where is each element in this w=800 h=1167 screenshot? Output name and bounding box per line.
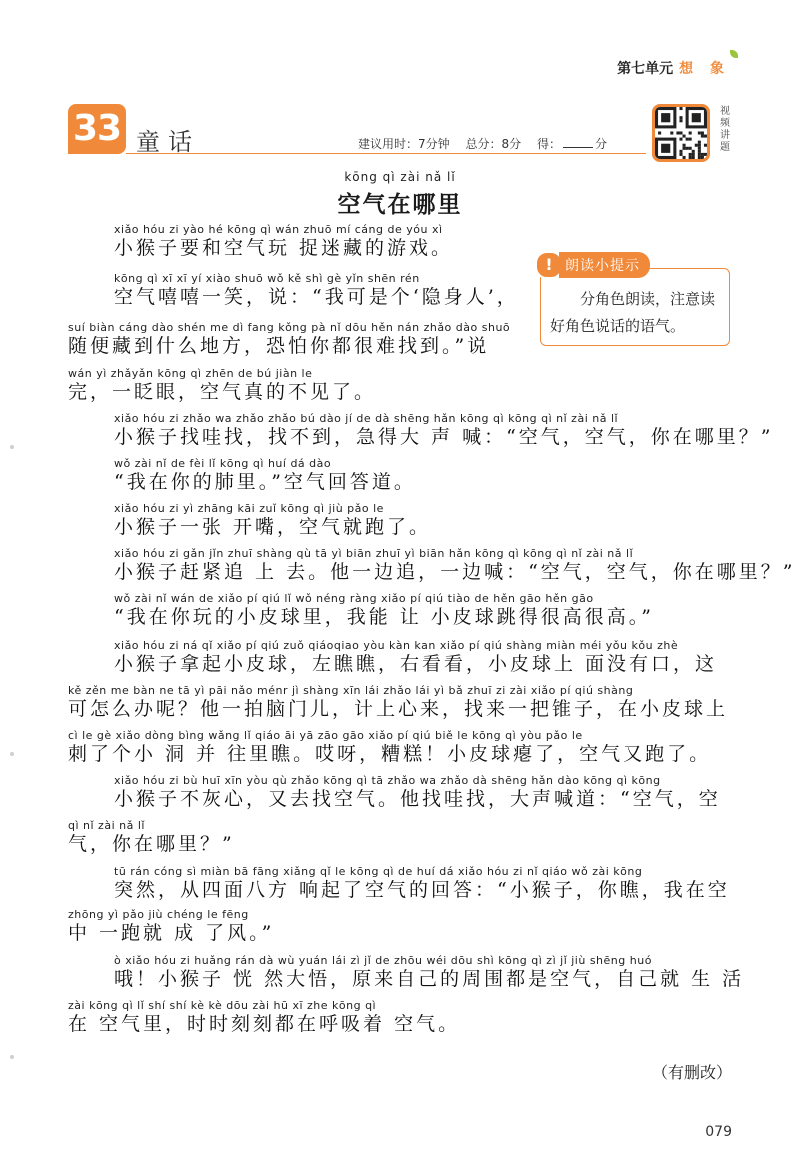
story-line: zài kōng qì lǐ shí shí kè kè dōu zài hū xī zhe kōng qì 在 空气里，时时刻刻都在呼吸着 空气。 bbox=[68, 999, 461, 1035]
story-line: xiǎo hóu zi gǎn jǐn zhuī shàng qù tā yì biān zhuī yì biān hǎn kōng qì kōng qì nǐ zài nǎ lǐ 小猴子赶紧追 上 去。他一边追，一边喊：“空气，空气，你在哪里？” bbox=[114, 547, 796, 583]
suggested-time: 建议用时：7分钟 bbox=[358, 137, 450, 151]
title-text: 空气在哪里 bbox=[337, 191, 463, 218]
lesson-number-badge: 33 bbox=[68, 104, 126, 154]
source-note: （有删改） bbox=[651, 1063, 732, 1082]
reading-tip-title: 朗读小提示 bbox=[559, 252, 650, 278]
story-line: ò xiǎo hóu zi huǎng rán dà wù yuán lái zì jǐ de zhōu wéi dōu shì kōng qì zì jǐ jiù shēng huó 哦！小猴子 恍 然大悟，原来自己的周围都是空气，自己就 生 活 bbox=[114, 954, 745, 990]
story-line: xiǎo hóu zi yào hé kōng qì wán zhuō mí cáng de yóu xì 小猴子要和空气玩 捉迷藏的游戏。 bbox=[114, 223, 454, 259]
total-score: 总分：8分 bbox=[465, 137, 522, 151]
story-line: kōng qì xī xī yí xiào shuō wǒ kě shì gè yǐn shēn rén 空气嘻嘻一笑，说：“我可是个‘隐身人’， bbox=[114, 272, 519, 308]
title-pinyin: kōng qì zài nǎ lǐ bbox=[344, 170, 456, 184]
scan-mark bbox=[10, 445, 14, 449]
qr-label: 视频讲题 bbox=[720, 106, 730, 153]
score-label: 得： bbox=[536, 137, 561, 151]
story-line: xiǎo hóu zi bù huī xīn yòu qù zhǎo kōng qì tā zhǎo wa zhǎo dà shēng hǎn dào kōng qì kōng 小猴子不灰心，又去找空气。他找哇找，大声喊道：“空气，空 bbox=[114, 774, 721, 810]
unit-theme: 想 象 bbox=[679, 61, 730, 77]
page-number: 079 bbox=[705, 1124, 732, 1140]
story-line: qì nǐ zài nǎ lǐ 气，你在哪里？” bbox=[68, 819, 235, 855]
lesson-type: 童话 bbox=[136, 128, 200, 156]
story-line: tū rán cóng sì miàn bā fāng xiǎng qǐ le kōng qì de huí dá xiǎo hóu zi nǐ qiáo wǒ zài kōng 突然，从四面八方 响起了空气的回答：“小猴子，你瞧，我在空 bbox=[114, 865, 730, 901]
unit-label: 第七单元 bbox=[617, 61, 674, 77]
story-line: kě zěn me bàn ne tā yì pāi nǎo ménr jì shàng xīn lái zhǎo lái yì bǎ zhuī zi zài xiǎo pí qiú shàng 可怎么办呢？他一拍脑门儿，计上心来，找来一把锥子，在小皮球上 bbox=[68, 684, 729, 720]
story-line: suí biàn cáng dào shén me dì fang kǒng pà nǐ dōu hěn nán zhǎo dào shuō 随便藏到什么地方，恐怕你都很难找到。”说 bbox=[68, 321, 511, 357]
story-line: wán yì zhǎyǎn kōng qì zhēn de bú jiàn le 完，一眨眼，空气真的不见了。 bbox=[68, 367, 377, 403]
scan-mark bbox=[10, 752, 14, 756]
story-line: zhōng yì pǎo jiù chéng le fēng 中 一跑就 成 了风。” bbox=[68, 908, 275, 944]
story-line: xiǎo hóu zi ná qǐ xiǎo pí qiú zuǒ qiáoqiao yòu kàn kan xiǎo pí qiú shàng miàn méi yǒu kǒu zhè 小猴子拿起小皮球，左瞧瞧，右看看，小皮球上 面没有口，这 bbox=[114, 639, 718, 675]
exclamation-icon: ! bbox=[535, 251, 563, 279]
story-line: xiǎo hóu zi yì zhāng kāi zuǐ kōng qì jiù pǎo le 小猴子一张 开嘴，空气就跑了。 bbox=[114, 502, 432, 538]
story-line: xiǎo hóu zi zhǎo wa zhǎo zhǎo bú dào jí de dà shēng hǎn kōng qì kōng qì nǐ zài nǎ lǐ 小猴子找哇找，找不到，急得大 声 喊：“空气，空气，你在哪里？” bbox=[114, 412, 774, 448]
score-unit: 分 bbox=[594, 137, 607, 151]
reading-tip-body: 分角色朗读，注意读好角色说话的语气。 bbox=[550, 290, 716, 335]
story-line: wǒ zài nǐ de fèi lǐ kōng qì huí dá dào “我在你的肺里。”空气回答道。 bbox=[114, 457, 416, 493]
scan-mark bbox=[10, 1055, 14, 1059]
story-line: cì le gè xiǎo dòng bìng wǎng lǐ qiáo āi yā zāo gāo xiǎo pí qiú biě le kōng qì yòu pǎo le 刺了个小 洞 并 往里瞧。哎呀，糟糕！小皮球瘪了，空气又跑了。 bbox=[68, 729, 712, 765]
story-line: wǒ zài nǐ wán de xiǎo pí qiú lǐ wǒ néng ràng xiǎo pí qiú tiào de hěn gāo hěn gāo “我在你玩的小皮球里，我能 让 小皮球跳得很高很高。” bbox=[114, 592, 655, 628]
